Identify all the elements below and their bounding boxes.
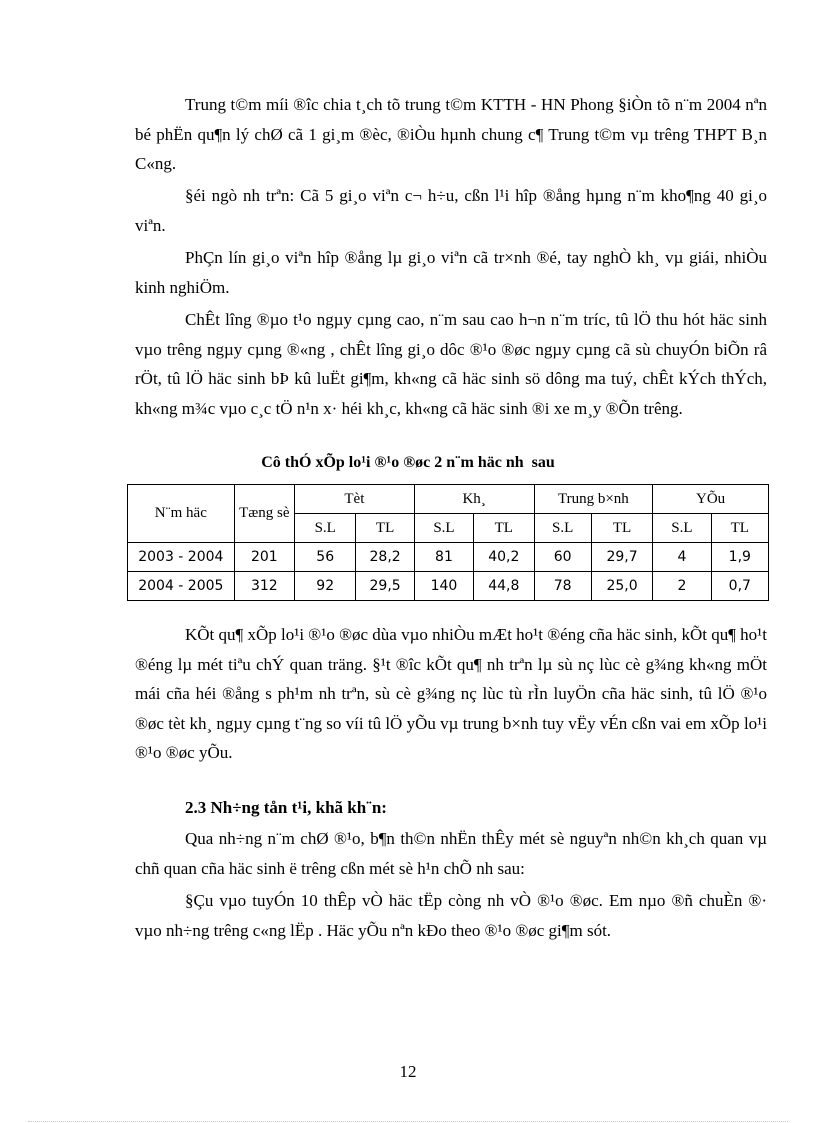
conduct-table <box>127 484 769 601</box>
paragraph-teachers: PhÇn lín gi¸o viªn hîp ®ång lµ gi¸o viªn cã tr×nh ®é, tay nghÒ kh¸ vµ giái, nhiÒu kinh nghiÖm. <box>135 248 767 297</box>
paragraph-quality: ChÊt lîng ®µo t¹o ngµy cµng cao, n¨m sau cao h¬n n¨m tríc, tû lÖ thu hót häc sinh vµo trêng ngµy cµng ®«ng , chÊt lîng gi¸o dôc ®¹o ®øc ngµy cµng cã sù chuyÓn biÕn râ rÖt, tû lÖ häc sinh bÞ kû luËt gi¶m, kh«ng cã häc sinh sö dông ma tuý, chÊt kÝch thÝch, kh«ng m¾c vµo c¸c tÖ n¹n x· héi kh¸c, kh«ng cã häc sinh ®i xe m¸y ®Õn trêng. <box>135 310 767 418</box>
table-cell: 25,0 <box>591 572 652 601</box>
section-heading: 2.3 Nh÷ng tån t¹i, khã kh¨n: <box>185 798 387 817</box>
table-cell: 92 <box>295 572 356 601</box>
table-caption: Cô thÓ xÕp lo¹i ®¹o ®øc 2 n¨m häc nh sau <box>261 454 555 471</box>
table-cell: 0,7 <box>711 572 768 601</box>
subheader-cell: TL <box>356 514 414 543</box>
paragraph-center-intro: Trung t©m míi ®îc chia t¸ch tõ trung t©m KTTH - HN Phong §iÒn tõ n¨m 2004 nªn bé phËn qu¶n lý chØ cã 1 gi¸m ®èc, ®iÒu hµnh chung c¶ Trung t©m vµ trêng THPT B¸n C«ng. <box>135 95 767 173</box>
footer-divider <box>28 1121 788 1122</box>
table-cell: 81 <box>414 543 473 572</box>
subheader-cell: S.L <box>295 514 356 543</box>
table-cell: 1,9 <box>711 543 768 572</box>
group-header: Tèt <box>295 485 415 514</box>
table-cell: 29,7 <box>591 543 652 572</box>
year-cell: 2004 - 2005 <box>128 572 235 601</box>
table-cell: 2 <box>653 572 711 601</box>
table-cell: 28,2 <box>356 543 414 572</box>
paragraph-intake: §Çu vµo tuyÓn 10 thÊp vÒ häc tËp còng nh vÒ ®¹o ®øc. Em nµo ®ñ chuÈn ®· vµo nh÷ng trêng c«ng lËp . Häc yÕu nªn kÐo theo ®¹o ®øc gi¶m sót. <box>135 891 767 940</box>
table-cell: 4 <box>653 543 711 572</box>
paragraph-results: KÕt qu¶ xÕp lo¹i ®¹o ®øc dùa vµo nhiÒu mÆt ho¹t ®éng cña häc sinh, kÕt qu¶ ho¹t ®éng lµ mét tiªu chÝ quan träng. §¹t ®îc kÕt qu¶ nh trªn lµ sù nç lùc cè g¾ng kh«ng mÖt mái cña héi ®ång s ph¹m nh trªn, sù cè g¾ng nç lùc tù rÌn luyÖn cña häc sinh, tû lÖ ®¹o ®øc tèt kh¸ ngµy cµng t¨ng so víi tû lÖ yÕu vµ trung b×nh tuy vËy vÉn cßn vai em xÕp lo¹i ®¹o ®øc yÕu. <box>135 625 768 762</box>
subheader-cell: TL <box>711 514 768 543</box>
table-cell: 78 <box>534 572 591 601</box>
page-number: 12 <box>399 1062 417 1081</box>
table-row <box>128 572 769 601</box>
table-header-row <box>128 485 769 514</box>
year-cell: 2003 - 2004 <box>128 543 235 572</box>
paragraph-staff: §éi ngò nh trªn: Cã 5 gi¸o viªn c¬ h÷u, cßn l¹i hîp ®ång hµng n¨m kho¶ng 40 gi¸o viªn. <box>135 186 767 235</box>
year-header: N¨m häc <box>128 485 235 543</box>
total-cell: 201 <box>234 543 294 572</box>
subheader-cell: S.L <box>653 514 711 543</box>
group-header: YÕu <box>653 485 769 514</box>
subheader-cell: S.L <box>534 514 591 543</box>
subheader-cell: TL <box>474 514 534 543</box>
subheader-cell: TL <box>591 514 652 543</box>
table-cell: 60 <box>534 543 591 572</box>
table-cell: 56 <box>295 543 356 572</box>
total-cell: 312 <box>234 572 294 601</box>
total-header: Tæng sè <box>234 485 294 543</box>
table-cell: 140 <box>414 572 473 601</box>
group-header: Trung b×nh <box>534 485 653 514</box>
table-row <box>128 543 769 572</box>
table-cell: 44,8 <box>474 572 534 601</box>
subheader-cell: S.L <box>414 514 473 543</box>
group-header: Kh¸ <box>414 485 534 514</box>
table-cell: 40,2 <box>474 543 534 572</box>
paragraph-causes: Qua nh÷ng n¨m chØ ®¹o, b¶n th©n nhËn thÊy mét sè nguyªn nh©n kh¸ch quan vµ chñ quan cña häc sinh ë trêng cßn mét sè h¹n chÕ nh sau: <box>135 829 767 878</box>
table-cell: 29,5 <box>356 572 414 601</box>
